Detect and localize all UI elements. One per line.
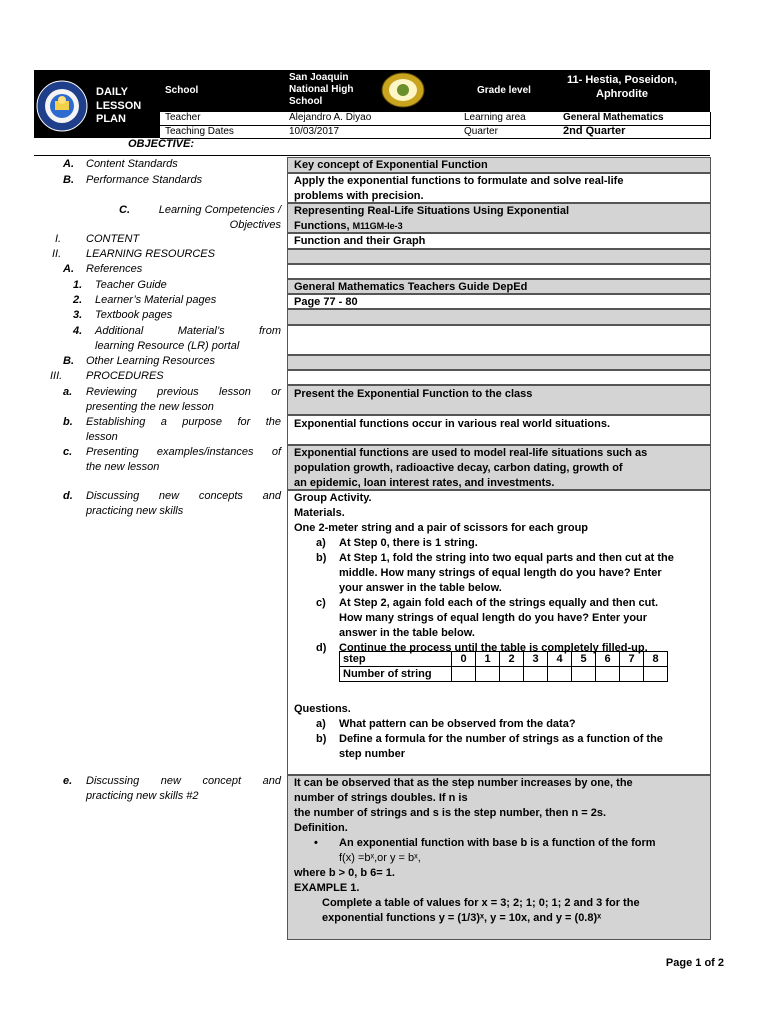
cell-text: Apply the exponential functions to formulate and solve real-life [294, 175, 624, 187]
cell-text: Function and their Graph [294, 235, 426, 247]
school-seal-icon [381, 72, 425, 108]
bullet-text: An exponential function with base b is a function of the form [339, 837, 656, 849]
count-cell[interactable] [620, 667, 644, 682]
school-value [289, 72, 353, 108]
cell-text: problems with precision. [294, 190, 424, 202]
materials-text: One 2-meter string and a pair of scissors for each group [294, 522, 589, 534]
learners-material-cell [287, 294, 711, 309]
grade-value-line: 11- Hestia, Poseidon, [566, 74, 678, 86]
step-marker: d) [316, 642, 327, 654]
label-line: Presenting examples/instances of [86, 446, 281, 458]
cell-text: Page 77 - 80 [294, 296, 358, 308]
count-cell[interactable] [572, 667, 596, 682]
step-marker: c) [316, 597, 326, 609]
learning-competencies-label [142, 203, 281, 233]
procedure-c-cell [287, 445, 711, 490]
quarter-value: 2nd Quarter [563, 125, 626, 137]
step-number: 4 [548, 652, 572, 667]
procedure-b-label [86, 415, 281, 445]
learning-area-label: Learning area [464, 112, 526, 123]
row-key: C. [119, 204, 130, 216]
count-header: Number of string [340, 667, 452, 682]
function-form: f(x) =bˣ,or y = bˣ, [339, 852, 421, 864]
count-cell[interactable] [476, 667, 500, 682]
learning-resources-cell [287, 249, 711, 264]
learning-competencies-cell [287, 203, 711, 233]
step-number: 8 [644, 652, 668, 667]
count-cell[interactable] [524, 667, 548, 682]
question-text: What pattern can be observed from the data? [339, 718, 576, 730]
step-text: answer in the table below. [339, 627, 475, 639]
example-text: exponential functions y = (1/3)ˣ, y = 10x, and y = (0.8)ˣ [322, 912, 602, 924]
step-number: 7 [620, 652, 644, 667]
textbook-pages-label: Textbook pages [95, 309, 173, 321]
row-key: B. [63, 174, 74, 186]
row-key: I. [55, 233, 62, 245]
row-key: 3. [73, 309, 83, 321]
dlp-title-line: DAILY [96, 86, 128, 98]
question-marker: b) [316, 733, 327, 745]
textbook-pages-cell [287, 309, 711, 325]
teacher-guide-label: Teacher Guide [95, 279, 167, 291]
deped-seal-icon [36, 80, 88, 132]
objective-heading: OBJECTIVE: [128, 138, 195, 150]
school-value-line: San Joaquin [289, 72, 349, 83]
activity-step [294, 536, 704, 551]
page-number: Page 1 of 2 [665, 957, 724, 969]
content-cell [287, 233, 711, 249]
procedures-cell [287, 370, 711, 385]
row-key: d. [63, 490, 73, 502]
label-line: the new lesson [86, 461, 160, 473]
step-number: 1 [476, 652, 500, 667]
cell-text: Representing Real-Life Situations Using Exponential [294, 205, 570, 217]
references-label: References [86, 263, 143, 275]
procedure-a-label [86, 385, 281, 415]
learners-material-label: Learner’s Material pages [95, 294, 217, 306]
teaching-dates-value: 10/03/2017 [289, 126, 340, 137]
step-number: 6 [596, 652, 620, 667]
cell-text: Exponential functions are used to model real-life situations such as [294, 447, 648, 459]
row-key: c. [63, 446, 73, 458]
activity-step [294, 596, 704, 641]
row-key: 1. [73, 279, 83, 291]
step-header: step [340, 652, 452, 667]
label-line: learning Resource (LR) portal [95, 340, 240, 352]
step-number: 0 [452, 652, 476, 667]
school-value-line: National High [289, 84, 354, 95]
content-standards-cell [287, 157, 711, 173]
cell-text: Key concept of Exponential Function [294, 159, 488, 171]
definition-label: Definition. [294, 822, 348, 834]
row-key: a. [63, 386, 73, 398]
label-line: Objectives [229, 219, 281, 231]
step-text: At Step 0, there is 1 string. [339, 537, 478, 549]
step-text: At Step 1, fold the string into two equal parts and then cut at the [339, 552, 674, 564]
procedure-b-cell [287, 415, 711, 445]
step-number: 2 [500, 652, 524, 667]
cell-text [294, 219, 704, 234]
questions-label: Questions. [294, 703, 351, 715]
cell-text: Exponential functions occur in various real world situations. [294, 418, 610, 430]
row-key: e. [63, 775, 73, 787]
other-resources-label: Other Learning Resources [86, 355, 216, 367]
question-text: Define a formula for the number of strings as a function of the [339, 733, 663, 745]
definition-text: number of strings doubles. If n is [294, 792, 468, 804]
label-line: Learning Competencies / [158, 204, 281, 216]
bullet-dot-icon: • [314, 837, 318, 849]
teaching-dates-label: Teaching Dates [165, 126, 234, 137]
row-key: III. [50, 370, 63, 382]
label-line: Establishing a purpose for the [86, 416, 281, 428]
teacher-guide-cell [287, 279, 711, 294]
teacher-value: Alejandro A. Diyao [289, 112, 372, 123]
cell-text-part: Functions, [294, 220, 353, 232]
step-text: Continue the process until the table is completely filled-up. [339, 642, 648, 654]
cell-text: an epidemic, loan interest rates, and investments. [294, 477, 555, 489]
step-text: At Step 2, again fold each of the strings equally and then cut. [339, 597, 659, 609]
label-line: practicing new skills [86, 505, 184, 517]
label-line: practicing new skills #2 [86, 790, 199, 802]
procedure-d-label [86, 489, 281, 519]
definition-text: the number of strings and s is the step number, then n = 2s. [294, 807, 607, 819]
procedure-e-label [86, 774, 281, 804]
step-text: your answer in the table below. [339, 582, 502, 594]
step-marker: a) [316, 537, 326, 549]
learning-area-value: General Mathematics [563, 112, 664, 123]
step-text: middle. How many strings of equal length do you have? Enter [339, 567, 662, 579]
teacher-label: Teacher [165, 112, 201, 123]
step-table [339, 651, 668, 682]
materials-label: Materials. [294, 507, 345, 519]
label-line: Additional Material’s from [95, 325, 281, 337]
header-row-divider [160, 125, 710, 126]
question-text: step number [339, 748, 406, 760]
label-line: presenting the new lesson [86, 401, 214, 413]
divider [34, 155, 710, 156]
step-row [340, 652, 668, 667]
grade-level-value [563, 73, 681, 101]
count-cell[interactable] [644, 667, 668, 682]
dlp-title-line: LESSON [96, 99, 142, 112]
procedures-label: PROCEDURES [86, 370, 164, 382]
procedure-e-cell [287, 775, 711, 940]
grade-level-label: Grade level [477, 85, 531, 96]
label-line: Discussing new concept and [86, 775, 281, 787]
additional-materials-label [95, 324, 281, 354]
step-number: 3 [524, 652, 548, 667]
label-line: Discussing new concepts and [86, 490, 281, 502]
activity-title: Group Activity. [294, 492, 372, 504]
cell-text: population growth, radioactive decay, carbon dating, growth of [294, 462, 623, 474]
learning-resources-label: LEARNING RESOURCES [86, 248, 215, 260]
example-text: Complete a table of values for x = 3; 2; 1; 0; 1; 2 and 3 for the [322, 897, 640, 909]
dlp-title [96, 86, 146, 127]
count-cell[interactable] [596, 667, 620, 682]
other-resources-cell [287, 355, 711, 370]
definition-condition: where b > 0, b 6= 1. [294, 867, 395, 879]
performance-standards-label: Performance Standards [86, 174, 203, 186]
row-key: B. [63, 355, 74, 367]
quarter-label: Quarter [464, 126, 498, 137]
competency-code: M11GM-Ie-3 [352, 221, 403, 231]
row-key: A. [63, 263, 74, 275]
references-cell [287, 264, 711, 279]
school-label: School [165, 85, 199, 96]
question-marker: a) [316, 718, 326, 730]
school-value-line: School [289, 96, 323, 107]
count-cell[interactable] [452, 667, 476, 682]
additional-materials-cell [287, 325, 711, 355]
procedure-d-cell [287, 490, 711, 775]
step-text: How many strings of equal length do you have? Enter your [339, 612, 648, 624]
count-cell[interactable] [548, 667, 572, 682]
row-key: 4. [73, 325, 83, 337]
example-label: EXAMPLE 1. [294, 882, 360, 894]
cell-text: Present the Exponential Function to the class [294, 388, 533, 400]
procedure-a-cell [287, 385, 711, 415]
label-line: Reviewing previous lesson or [86, 386, 281, 398]
dlp-title-line: PLAN [96, 113, 126, 125]
count-row [340, 667, 668, 682]
cell-text: General Mathematics Teachers Guide DepEd [294, 281, 528, 293]
row-key: 2. [73, 294, 83, 306]
count-cell[interactable] [500, 667, 524, 682]
question-item [294, 732, 704, 762]
content-label: CONTENT [86, 233, 140, 245]
definition-text: It can be observed that as the step number increases by one, the [294, 777, 633, 789]
row-key: b. [63, 416, 73, 428]
row-key: II. [52, 248, 62, 260]
question-item [294, 717, 704, 732]
definition-bullet [294, 836, 704, 866]
procedure-c-label [86, 445, 281, 475]
row-key: A. [63, 158, 74, 170]
performance-standards-cell [287, 173, 711, 203]
grade-value-line: Aphrodite [596, 88, 648, 100]
label-line: lesson [86, 431, 118, 443]
step-number: 5 [572, 652, 596, 667]
content-standards-label: Content Standards [86, 158, 178, 170]
step-marker: b) [316, 552, 327, 564]
activity-step [294, 551, 704, 596]
